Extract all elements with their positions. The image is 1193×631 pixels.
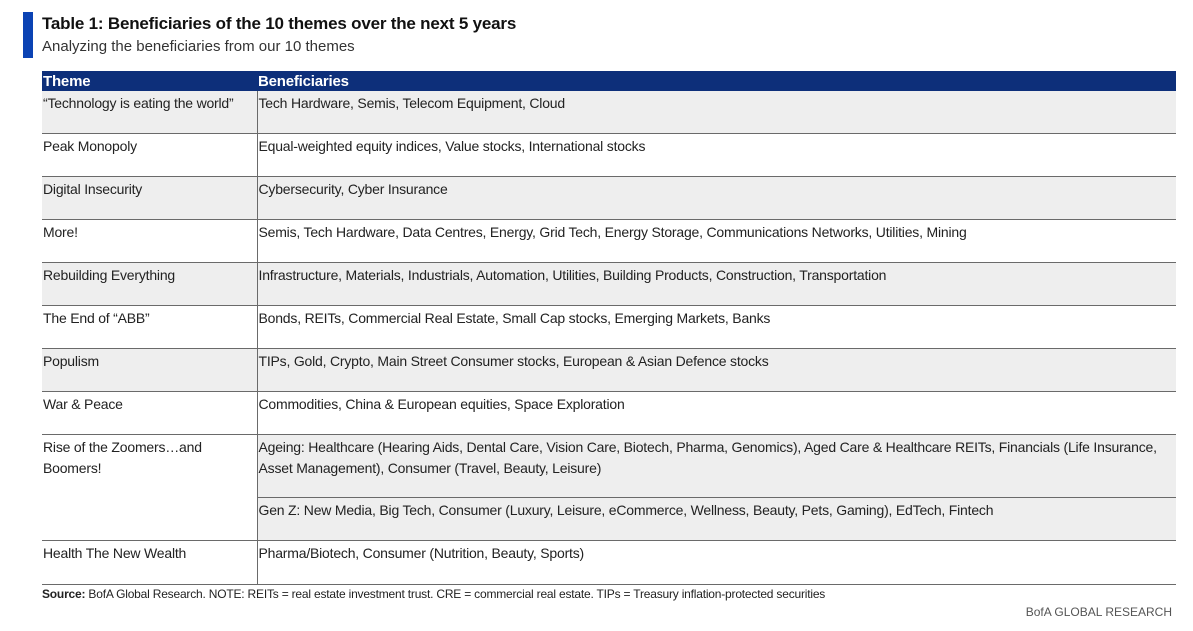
table-row — [42, 91, 1176, 134]
table-row — [42, 392, 1176, 435]
table-row — [42, 306, 1176, 349]
table-row — [42, 435, 1176, 498]
source-label: Source: — [42, 587, 86, 601]
beneficiaries-cell: Equal-weighted equity indices, Value stocks, International stocks — [257, 134, 1176, 177]
beneficiaries-table — [42, 71, 1176, 585]
accent-bar — [23, 12, 33, 58]
table-row — [42, 263, 1176, 306]
column-header-beneficiaries: Beneficiaries — [257, 71, 1176, 91]
theme-cell: Populism — [42, 349, 257, 392]
theme-cell: Rebuilding Everything — [42, 263, 257, 306]
beneficiaries-cell: TIPs, Gold, Crypto, Main Street Consumer stocks, European & Asian Defence stocks — [257, 349, 1176, 392]
theme-cell: Health The New Wealth — [42, 541, 257, 585]
footer-brand: BofA GLOBAL RESEARCH — [1025, 605, 1172, 619]
beneficiaries-cell: Cybersecurity, Cyber Insurance — [257, 177, 1176, 220]
beneficiaries-cell: Pharma/Biotech, Consumer (Nutrition, Beauty, Sports) — [257, 541, 1176, 585]
theme-cell: “Technology is eating the world” — [42, 91, 257, 134]
theme-cell: More! — [42, 220, 257, 263]
theme-cell: Peak Monopoly — [42, 134, 257, 177]
theme-cell: Rise of the Zoomers…and Boomers! — [42, 435, 257, 541]
table-row — [42, 177, 1176, 220]
table-row — [42, 134, 1176, 177]
beneficiaries-cell: Infrastructure, Materials, Industrials, Automation, Utilities, Building Products, Construction, Transportation — [257, 263, 1176, 306]
beneficiaries-cell: Bonds, REITs, Commercial Real Estate, Small Cap stocks, Emerging Markets, Banks — [257, 306, 1176, 349]
theme-cell: Digital Insecurity — [42, 177, 257, 220]
table-header-row — [42, 71, 1176, 91]
beneficiaries-cell: Ageing: Healthcare (Hearing Aids, Dental Care, Vision Care, Biotech, Pharma, Genomics), Aged Care & Healthcare REITs, Financials (Life Insurance, Asset Management), Consumer (Travel, Beauty, Leisure) — [257, 435, 1176, 498]
beneficiaries-cell: Commodities, China & European equities, Space Exploration — [257, 392, 1176, 435]
column-header-theme: Theme — [42, 71, 257, 91]
table-row — [42, 349, 1176, 392]
table-row — [42, 541, 1176, 585]
beneficiaries-cell: Tech Hardware, Semis, Telecom Equipment, Cloud — [257, 91, 1176, 134]
table-title: Table 1: Beneficiaries of the 10 themes over the next 5 years — [42, 14, 517, 33]
source-note — [42, 587, 825, 601]
theme-cell: The End of “ABB” — [42, 306, 257, 349]
theme-cell: War & Peace — [42, 392, 257, 435]
table-row — [42, 220, 1176, 263]
beneficiaries-cell: Gen Z: New Media, Big Tech, Consumer (Luxury, Leisure, eCommerce, Wellness, Beauty, Pets, Gaming), EdTech, Fintech — [257, 498, 1176, 541]
beneficiaries-cell: Semis, Tech Hardware, Data Centres, Energy, Grid Tech, Energy Storage, Communications Networks, Utilities, Mining — [257, 220, 1176, 263]
table-subtitle: Analyzing the beneficiaries from our 10 themes — [42, 38, 355, 55]
source-text: BofA Global Research. NOTE: REITs = real estate investment trust. CRE = commercial real estate. TIPs = Treasury inflation-protected securities — [85, 587, 826, 601]
